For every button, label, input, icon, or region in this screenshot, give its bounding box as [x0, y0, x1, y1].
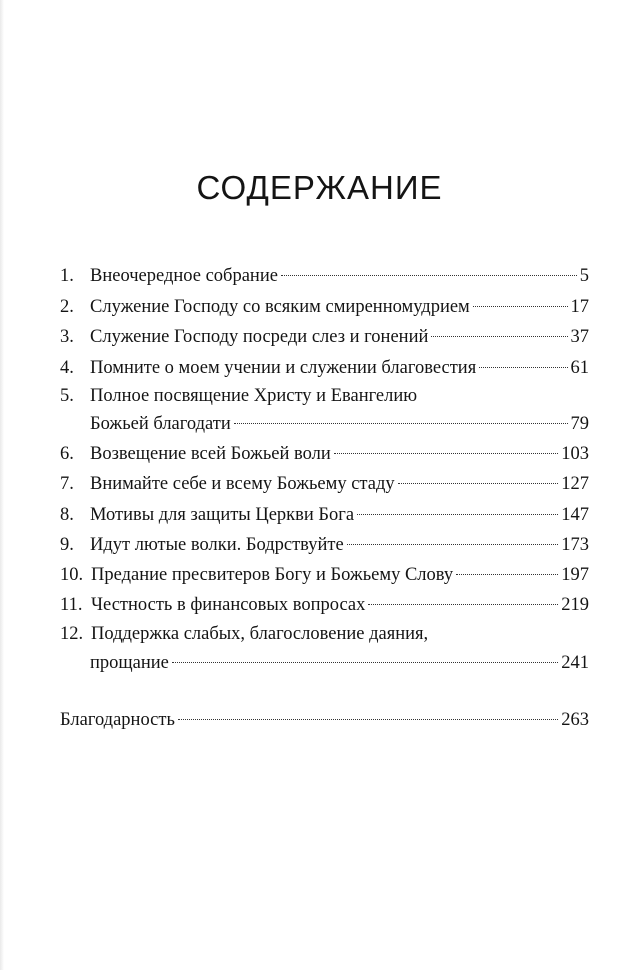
- entry-title: Благодарность: [60, 710, 175, 730]
- entry-page: 17: [570, 297, 589, 317]
- dot-leader: [479, 367, 567, 368]
- toc-entry[interactable]: [60, 471, 589, 497]
- entry-number: 10.: [60, 565, 84, 585]
- dot-leader: [281, 275, 577, 276]
- entry-number: 9.: [60, 535, 74, 555]
- entry-title: Мотивы для защиты Церкви Бога: [90, 505, 355, 525]
- entry-title: Идут лютые волки. Бодрствуйте: [90, 535, 344, 555]
- entry-title: Предание пресвитеров Богу и Божьему Слову: [91, 565, 454, 585]
- entry-number: 5.: [60, 386, 74, 406]
- dot-leader: [234, 423, 568, 424]
- entry-number: 8.: [60, 505, 74, 525]
- entry-number: 4.: [60, 358, 74, 378]
- toc-entry-first-line[interactable]: [60, 383, 589, 409]
- entry-title: Служение Господу со всяким смиренномудрием: [90, 297, 470, 317]
- page-title: СОДЕРЖАНИЕ: [196, 169, 443, 206]
- entry-title-continued: прощание: [90, 653, 169, 673]
- entry-page: 241: [561, 653, 589, 673]
- toc-entry[interactable]: [60, 592, 589, 618]
- dot-leader: [473, 306, 568, 307]
- entry-number: 7.: [60, 474, 74, 494]
- entry-number: 2.: [60, 297, 74, 317]
- entry-page: 173: [561, 535, 589, 555]
- entry-number: 12.: [60, 624, 84, 644]
- entry-page: 219: [561, 595, 589, 615]
- entry-page: 197: [561, 565, 589, 585]
- toc-entry[interactable]: [60, 562, 589, 588]
- entry-page: 61: [570, 358, 589, 378]
- toc-entry-first-line[interactable]: [60, 621, 589, 647]
- entry-title: Внимайте себе и всему Божьему стаду: [90, 474, 395, 494]
- dot-leader: [178, 719, 558, 720]
- entry-page: 127: [561, 474, 589, 494]
- toc-entry[interactable]: [60, 411, 589, 437]
- entry-number: 3.: [60, 327, 74, 347]
- entry-page: 103: [561, 444, 589, 464]
- toc-entry[interactable]: [60, 502, 589, 528]
- dot-leader: [456, 574, 558, 575]
- toc-entry[interactable]: [60, 441, 589, 467]
- entry-page: 5: [579, 266, 589, 286]
- entry-page: 263: [561, 710, 589, 730]
- entry-title: Поддержка слабых, благословение даяния,: [91, 624, 429, 644]
- dot-leader: [431, 336, 567, 337]
- entry-page: 79: [570, 414, 589, 434]
- entry-title: Служение Господу посреди слез и гонений: [90, 327, 429, 347]
- entry-page: 37: [570, 327, 589, 347]
- toc-entry[interactable]: [60, 355, 589, 381]
- entry-title: Внеочередное собрание: [90, 266, 278, 286]
- dot-leader: [357, 514, 558, 515]
- entry-title: Полное посвящение Христу и Евангелию: [90, 386, 418, 406]
- dot-leader: [368, 604, 558, 605]
- toc-entry[interactable]: [60, 294, 589, 320]
- entry-number: 11.: [60, 595, 83, 615]
- dot-leader: [334, 453, 559, 454]
- entry-page: 147: [561, 505, 589, 525]
- dot-leader: [172, 662, 558, 663]
- toc-entry[interactable]: [60, 650, 589, 676]
- toc-entry[interactable]: [60, 324, 589, 350]
- entry-title: Честность в финансовых вопросах: [91, 595, 366, 615]
- toc-entry-acknowledgment[interactable]: [60, 707, 589, 733]
- entry-title: Возвещение всей Божьей воли: [90, 444, 331, 464]
- entry-title: Помните о моем учении и служении благовестия: [90, 358, 477, 378]
- entry-number: 6.: [60, 444, 74, 464]
- entry-number: 1.: [60, 266, 74, 286]
- toc-entry[interactable]: [60, 532, 589, 558]
- dot-leader: [398, 483, 559, 484]
- toc-entry[interactable]: [60, 263, 589, 289]
- dot-leader: [347, 544, 559, 545]
- entry-title-continued: Божьей благодати: [90, 414, 231, 434]
